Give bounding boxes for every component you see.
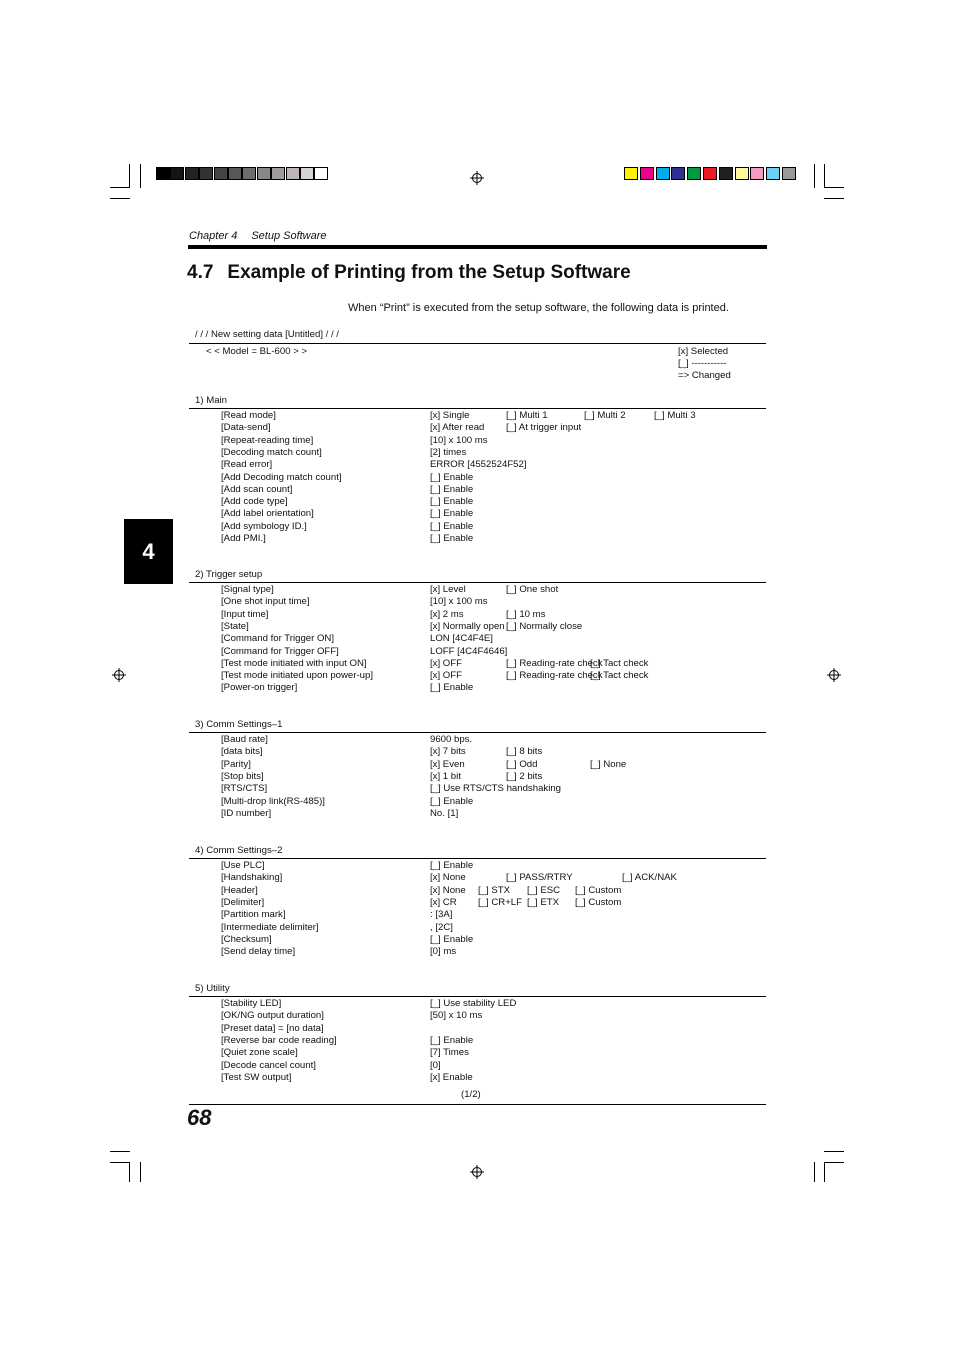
setting-label: [Delimiter] [221, 896, 265, 908]
color-swatch [640, 167, 654, 180]
setting-value: [10] x 100 ms [430, 596, 488, 608]
setting-label: [Command for Trigger ON] [221, 633, 335, 645]
header-rule [188, 245, 767, 249]
setting-label: [RTS/CTS] [221, 783, 268, 795]
setting-value: [x] 7 bits [430, 746, 466, 758]
setting-label: [Signal type] [221, 584, 274, 595]
setting-label: [Data-send] [221, 422, 271, 434]
color-swatch [156, 167, 170, 180]
color-swatch [782, 167, 796, 180]
setting-value: [_] Custom [575, 884, 622, 896]
setting-value: [_] Custom [575, 896, 622, 908]
setting-value: [_] Enable [430, 520, 474, 532]
legend-unselected: [_] ----------- [678, 358, 727, 369]
setting-value: [_] Enable [430, 860, 474, 871]
setting-value: [10] x 100 ms [430, 434, 488, 446]
setting-value: [_] Reading-rate check [506, 657, 603, 669]
setting-value: [50] x 10 ms [430, 1010, 483, 1022]
setting-value: [x] Single [430, 410, 470, 421]
color-swatch [687, 167, 701, 180]
setting-label: [OK/NG output duration] [221, 1010, 324, 1022]
registration-mark-icon [470, 1165, 484, 1179]
setting-label: [Input time] [221, 608, 269, 620]
setting-value: [x] CR [430, 896, 457, 908]
setting-label: [Test mode initiated with input ON] [221, 657, 367, 669]
divider [189, 343, 766, 344]
page-number: 68 [187, 1105, 212, 1130]
setting-label: [Handshaking] [221, 872, 283, 884]
section-title-text: Example of Printing from the Setup Software [227, 262, 631, 283]
chapter-tab: 4 [124, 519, 173, 584]
setting-label: [Command for Trigger OFF] [221, 645, 339, 657]
setting-label: [Test mode initiated upon power-up] [221, 670, 373, 682]
setting-value: [_] Odd [506, 758, 538, 770]
color-swatch [671, 167, 685, 180]
setting-label: [Decode cancel count] [221, 1059, 316, 1071]
setting-value: [0] [430, 1059, 441, 1071]
setting-value: [x] Enable [430, 1071, 473, 1083]
setting-value: [_] Enable [430, 682, 474, 694]
setting-label: [Add PMI.] [221, 533, 266, 544]
divider [189, 1104, 766, 1105]
setting-label: [Read error] [221, 459, 273, 471]
setting-value: [_] CR+LF [478, 896, 522, 908]
divider [189, 732, 766, 733]
setting-value: [_] ESC [527, 884, 561, 896]
setting-value: [_] Tact check [590, 670, 649, 682]
setting-value: [_] At trigger input [506, 422, 582, 434]
setting-value: [_] Multi 2 [584, 410, 626, 421]
color-swatch [750, 167, 764, 180]
setting-value: [_] Multi 3 [654, 410, 696, 421]
setting-value: [_] Use stability LED [430, 998, 517, 1009]
setting-label: [Add label orientation] [221, 508, 314, 520]
setting-value: [_] Enable [430, 471, 474, 483]
setting-value: [_] Reading-rate check [506, 670, 603, 682]
setting-label: [Add symbology ID.] [221, 520, 307, 532]
setting-value: [_] STX [478, 884, 510, 896]
setting-value: [_] Enable [430, 533, 474, 544]
color-swatch [228, 167, 242, 180]
setting-value: [x] Even [430, 758, 465, 770]
setting-value: , [2C] [430, 921, 453, 933]
setting-label: [Stability LED] [221, 998, 282, 1009]
setting-label: [Test SW output] [221, 1071, 292, 1083]
color-swatch [300, 167, 314, 180]
model-line: < < Model = BL-600 > > [206, 346, 308, 357]
setting-value: [x] 2 ms [430, 608, 464, 620]
setting-label: [data bits] [221, 746, 263, 758]
setting-value: ERROR [4552524F52] [430, 459, 527, 471]
setting-value: [x] 1 bit [430, 770, 461, 782]
section-heading: 4) Comm Settings–2 [195, 845, 283, 856]
setting-label: [Multi-drop link(RS-485)] [221, 795, 325, 807]
color-swatch [766, 167, 780, 180]
setting-value: [_] Normally close [506, 620, 583, 632]
color-swatch [170, 167, 184, 180]
section-heading: 1) Main [195, 395, 227, 406]
divider [189, 996, 766, 997]
setting-value: [7] Times [430, 1047, 469, 1059]
setting-value: [x] OFF [430, 670, 462, 682]
setting-value: [x] OFF [430, 657, 462, 669]
divider [189, 408, 766, 409]
setting-label: [ID number] [221, 807, 272, 819]
setting-value: [_] ETX [527, 896, 559, 908]
section-title [187, 262, 631, 284]
page-marker: (1/2) [461, 1089, 481, 1100]
setting-label: [Header] [221, 884, 258, 896]
setting-value: [x] After read [430, 422, 485, 434]
setting-value: [x] None [430, 884, 466, 896]
section-label: Setup Software [251, 230, 327, 242]
setting-label: [Partition mark] [221, 909, 286, 921]
setting-value: [_] Enable [430, 483, 474, 495]
setting-value: [_] 10 ms [506, 608, 546, 620]
setting-value: [_] Multi 1 [506, 410, 548, 421]
setting-value: 9600 bps. [430, 734, 473, 745]
color-swatch [735, 167, 749, 180]
section-heading: 2) Trigger setup [195, 569, 263, 580]
color-swatch [271, 167, 285, 180]
setting-label: [Read mode] [221, 410, 276, 421]
setting-value: No. [1] [430, 807, 459, 819]
setting-label: [Quiet zone scale] [221, 1047, 298, 1059]
color-swatch [719, 167, 733, 180]
setting-label: [Parity] [221, 758, 251, 770]
running-header [189, 230, 341, 242]
setting-value: [_] PASS/RTRY [506, 872, 573, 884]
section-heading: 5) Utility [195, 983, 230, 994]
setting-label: [Power-on trigger] [221, 682, 298, 694]
color-swatch [199, 167, 213, 180]
setting-value: [_] Use RTS/CTS handshaking [430, 783, 562, 795]
setting-value: [_] ACK/NAK [622, 872, 677, 884]
section-heading: 3) Comm Settings–1 [195, 719, 283, 730]
setting-label: [Add scan count] [221, 483, 293, 495]
setting-value: [0] ms [430, 946, 457, 958]
setting-value: [_] 8 bits [506, 746, 543, 758]
color-swatch [214, 167, 228, 180]
setting-label: [Send delay time] [221, 946, 296, 958]
setting-value: [x] Level [430, 584, 466, 595]
setting-label: [Preset data] = [no data] [221, 1022, 324, 1034]
setting-value: [_] One shot [506, 584, 559, 595]
intro-text: When “Print” is executed from the setup software, the following data is printed. [348, 302, 729, 314]
setting-label: [Checksum] [221, 933, 272, 945]
setting-value: [_] Enable [430, 508, 474, 520]
setting-value: [_] Enable [430, 496, 474, 508]
setting-value: [2] times [430, 446, 467, 458]
setting-value: [_] Tact check [590, 657, 649, 669]
divider [189, 582, 766, 583]
color-swatch [624, 167, 638, 180]
setting-label: [Decoding match count] [221, 446, 322, 458]
registration-mark-icon [827, 668, 841, 682]
registration-mark-icon [112, 668, 126, 682]
legend-changed: => Changed [678, 370, 731, 381]
setting-label: [Add code type] [221, 496, 288, 508]
setting-value: LOFF [4C4F4646] [430, 645, 508, 657]
setting-value: [_] Enable [430, 1034, 474, 1046]
section-number: 4.7 [187, 262, 214, 283]
setting-label: [Add Decoding match count] [221, 471, 342, 483]
setting-value: : [3A] [430, 909, 453, 921]
setting-label: [Repeat-reading time] [221, 434, 314, 446]
color-swatch [257, 167, 271, 180]
printout-title: / / / New setting data [Untitled] / / / [195, 329, 339, 340]
color-swatch [286, 167, 300, 180]
chapter-label: Chapter 4 [189, 230, 238, 242]
setting-value: [_] 2 bits [506, 770, 543, 782]
setting-value: [_] None [590, 758, 627, 770]
setting-label: [Stop bits] [221, 770, 264, 782]
registration-mark-icon [470, 171, 484, 185]
color-swatch [242, 167, 256, 180]
color-swatch [185, 167, 199, 180]
color-swatch [656, 167, 670, 180]
divider [189, 858, 766, 859]
setting-value: [x] Normally open [430, 620, 505, 632]
color-swatch [703, 167, 717, 180]
setting-label: [State] [221, 620, 249, 632]
setting-value: [_] Enable [430, 933, 474, 945]
setting-value: LON [4C4F4E] [430, 633, 493, 645]
legend-selected: [x] Selected [678, 346, 729, 357]
setting-label: [Intermediate delimiter] [221, 921, 319, 933]
color-swatch [314, 167, 328, 180]
setting-value: [_] Enable [430, 795, 474, 807]
setting-label: [Reverse bar code reading] [221, 1034, 337, 1046]
setting-label: [Baud rate] [221, 734, 268, 745]
setting-label: [Use PLC] [221, 860, 265, 871]
setting-label: [One shot input time] [221, 596, 310, 608]
setting-value: [x] None [430, 872, 466, 884]
